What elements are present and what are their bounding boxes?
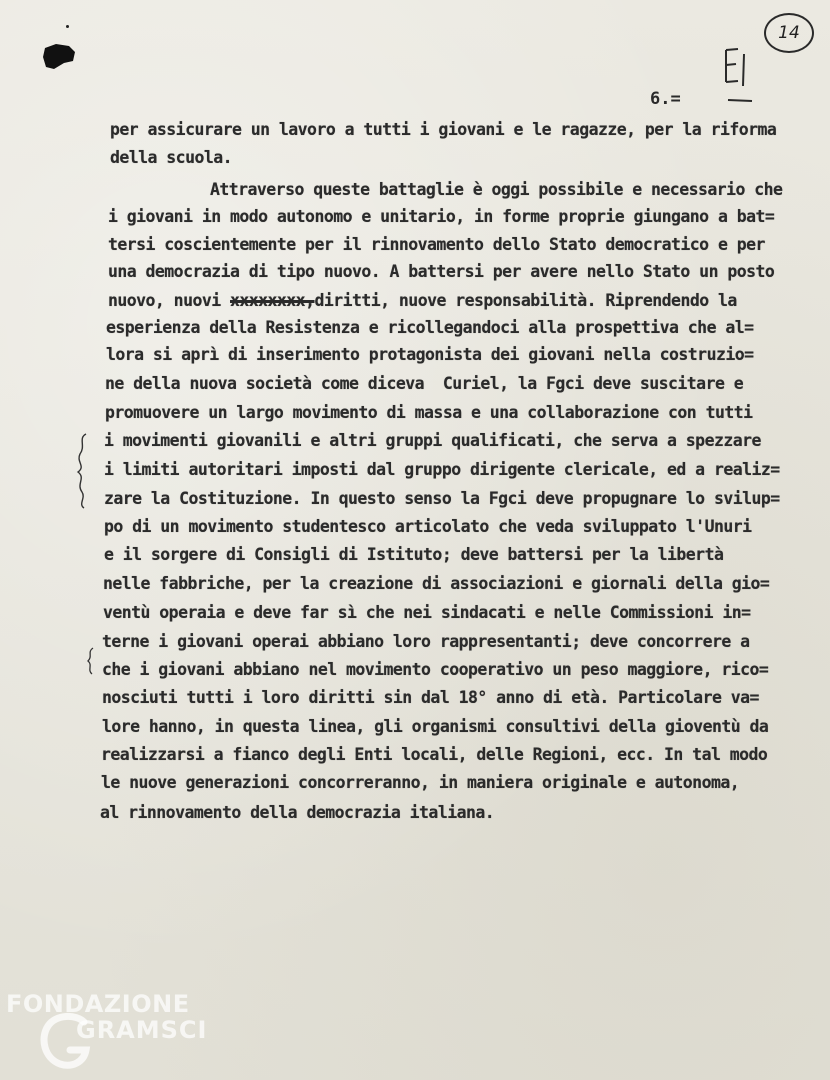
text-line: ne della nuova società come diceva Curiel, la Fgci deve suscitare e — [105, 374, 744, 393]
text-line: esperienza della Resistenza e ricollegandoci alla prospettiva che al= — [106, 318, 754, 337]
text-line: lora si aprì di inserimento protagonista dei giovani nella costruzio= — [106, 345, 754, 364]
text-line: zare la Costituzione. In questo senso la Fgci deve propugnare lo svilup= — [104, 489, 780, 508]
text-line: tersi coscientemente per il rinnovamento dello Stato democratico e per — [108, 235, 765, 254]
text-line: po di un movimento studentesco articolato che veda sviluppato l'Unuri — [104, 517, 752, 536]
text-line: una democrazia di tipo nuovo. A battersi per avere nello Stato un posto — [108, 262, 775, 281]
text-line: nelle fabbriche, per la creazione di associazioni e giornali della gio= — [103, 574, 770, 593]
margin-bracket-mark — [74, 432, 90, 510]
text-line: i movimenti giovanili e altri gruppi qualificati, che serva a spezzare — [104, 431, 761, 450]
text-line: e il sorgere di Consigli di Istituto; deve battersi per la libertà — [104, 545, 724, 564]
page-marker: 6.= — [650, 89, 681, 109]
watermark-line-2: GRAMSCI — [76, 1016, 208, 1044]
struck-out-word: xxxxxxxx, — [230, 291, 315, 310]
text-line: che i giovani abbiano nel movimento cooperativo un peso maggiore, rico= — [102, 660, 769, 679]
text-line: della scuola. — [110, 148, 232, 167]
text-line: promuovere un largo movimento di massa e una collaborazione con tutti — [105, 403, 753, 422]
archive-watermark — [6, 986, 206, 1076]
folio-number: 14 — [778, 23, 800, 43]
margin-bracket-mark — [84, 646, 96, 676]
text-line-end: diritti, nuove responsabilità. Riprendendo la — [314, 291, 737, 310]
text-line: i giovani in modo autonomo e unitario, in forme proprie giungano a bat= — [108, 207, 775, 226]
text-line: i limiti autoritari imposti dal gruppo dirigente clericale, ed a realiz= — [104, 460, 780, 479]
text-line: al rinnovamento della democrazia italiana. — [100, 803, 495, 822]
text-line: ventù operaia e deve far sì che nei sindacati e nelle Commissioni in= — [103, 603, 751, 622]
text-line: Attraverso queste battaglie è oggi possibile e necessario che — [210, 180, 783, 199]
text-line: per assicurare un lavoro a tutti i giovani e le ragazze, per la riforma — [110, 120, 777, 139]
text-line: terne i giovani operai abbiano loro rappresentanti; deve concorrere a — [102, 632, 750, 651]
text-line: nosciuti tutti i loro diritti sin dal 18° anno di età. Particolare va= — [102, 688, 759, 707]
text-line — [108, 291, 737, 311]
text-line: le nuove generazioni concorreranno, in maniera originale e autonoma, — [101, 773, 740, 792]
watermark-line-1: FONDAZIONE — [6, 990, 190, 1018]
text-line-start: nuovo, nuovi — [108, 291, 230, 310]
text-line: realizzarsi a fianco degli Enti locali, delle Regioni, ecc. In tal modo — [101, 745, 768, 764]
text-line: lore hanno, in questa linea, gli organismi consultivi della gioventù da — [102, 717, 769, 736]
